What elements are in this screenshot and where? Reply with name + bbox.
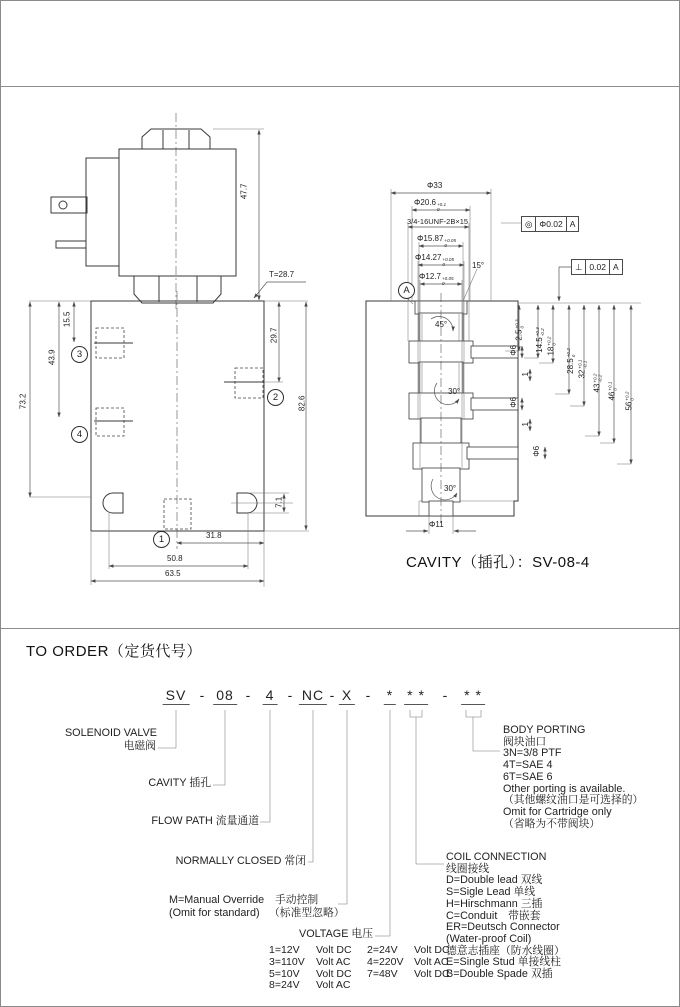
body-porting-block — [503, 725, 643, 830]
dim-chain-32 — [577, 360, 587, 379]
datum-a-symbol — [398, 282, 415, 299]
code-segment-sv: SV — [163, 688, 190, 705]
dim-chain-43 — [592, 374, 602, 393]
voltage-code: 7=48V — [367, 967, 398, 980]
voltage-type: Volt AC — [316, 979, 351, 992]
porting-option: Omit for Cartridge only — [503, 805, 612, 818]
dim-value: 2.5 — [514, 329, 524, 341]
code-dash: - — [365, 687, 371, 703]
tol-lower: -0.2 — [539, 328, 545, 337]
perpendicularity-frame — [571, 259, 623, 275]
dim-width-1a: 1 — [520, 372, 530, 377]
tol-upper: +0.05 — [444, 238, 457, 243]
dim-chain-18 — [546, 337, 556, 356]
voltage-row — [269, 957, 465, 969]
dim-cavity-dia11: Φ11 — [429, 520, 444, 529]
coil-connection-title: COIL CONNECTION — [446, 851, 547, 863]
label-normally-closed: NORMALLY CLOSED 常闭 — [175, 855, 306, 867]
perpendicularity-value: 0.02 — [585, 260, 609, 274]
cavity-section-view — [366, 189, 641, 534]
dim-chain-28-5 — [566, 348, 576, 374]
tol-lower: 0 — [612, 388, 618, 391]
dim-body-29-7: 29.7 — [269, 327, 279, 344]
tol-upper: +0.1 — [577, 359, 583, 369]
concentricity-icon: ◎ — [525, 218, 533, 229]
porting-option: 3N=3/8 PTF — [503, 747, 562, 760]
port-2-badge — [267, 389, 284, 406]
dim-width-1b: 1 — [520, 422, 530, 427]
coil-option: 德意志插座（防水线圈） — [446, 944, 565, 957]
label-voltage: VOLTAGE 电压 — [299, 928, 373, 940]
cavity-caption: CAVITY（插孔）：SV-08-4 — [406, 554, 590, 571]
porting-option: Other porting is available. — [503, 782, 626, 795]
concentricity-frame — [521, 216, 579, 232]
tol-upper: +0.2 — [592, 373, 598, 383]
code-dash: - — [287, 687, 293, 703]
dim-value: 43 — [592, 383, 602, 393]
code-segment-voltage: * — [384, 688, 396, 705]
dim-angle-15: 15° — [472, 261, 485, 270]
label-cavity: CAVITY 插孔 — [148, 777, 211, 789]
code-dash: - — [245, 687, 251, 703]
tol-lower: 0 — [570, 354, 576, 358]
coil-connection-block — [446, 852, 565, 981]
coil-option: C=Conduit 带嵌套 — [446, 909, 541, 922]
label-manual-override-en1: M=Manual Override — [169, 894, 265, 906]
dim-tube-length: T=28.7 — [269, 270, 295, 279]
tol-upper: +0.1 — [607, 381, 613, 391]
solenoid-front-view — [51, 113, 306, 311]
dim-coil-height: 47.7 — [239, 183, 249, 200]
dim-body-73-2: 73.2 — [18, 393, 28, 410]
tol-upper: +0.3 — [514, 319, 520, 329]
dim-angle-30a: 30° — [448, 387, 461, 396]
tol-upper: +0.05 — [442, 257, 455, 262]
dim-value: 14.5 — [534, 337, 544, 353]
tol-lower: -0.1 — [582, 360, 588, 369]
coil-option: B=Double Spade 双插 — [446, 968, 553, 981]
order-section-title: TO ORDER（定货代号） — [26, 643, 202, 660]
code-segment-cavity: 08 — [213, 688, 237, 705]
dim-body-82-6: 82.6 — [297, 395, 307, 412]
coil-option: ER=Deutsch Connector — [446, 921, 560, 934]
dim-chain-14-5 — [535, 327, 545, 353]
voltage-row — [269, 980, 465, 992]
tol-lower: 0 — [444, 243, 447, 249]
tolerance — [442, 276, 454, 286]
dim-cavity-dia14-27 — [415, 254, 454, 267]
dim-dia6-c: Φ6 — [532, 445, 542, 457]
dim-body-50-8: 50.8 — [167, 554, 183, 563]
dim-chain-2-5 — [515, 319, 525, 340]
port-1-number: 1 — [158, 534, 165, 545]
tolerance — [624, 392, 634, 401]
code-dash: - — [199, 687, 205, 703]
tol-lower: 0 — [442, 262, 445, 268]
voltage-type: Volt DC — [414, 944, 450, 956]
code-segment-porting: * * — [461, 688, 485, 705]
label-flow-path: FLOW PATH 流量通道 — [151, 815, 259, 827]
tol-lower: 0 — [436, 207, 440, 213]
port-2-number: 2 — [272, 392, 279, 403]
dim-cavity-dia12-7 — [419, 273, 454, 286]
voltage-type: Volt AC — [414, 955, 449, 968]
dim-cavity-dia20-6 — [414, 199, 446, 212]
tol-lower: -0.2 — [597, 374, 603, 383]
dim-cavity-dia33: Φ33 — [427, 181, 443, 190]
code-segment-flowpath: 4 — [263, 688, 278, 705]
voltage-type: Volt DC — [316, 944, 352, 956]
tol-lower: 0 — [519, 325, 525, 329]
dim-chain-46 — [607, 382, 617, 401]
concentricity-value: Φ0.02 — [535, 217, 565, 231]
code-segment-coil: * * — [404, 688, 428, 705]
coil-option: (Water-proof Coil) — [446, 932, 532, 945]
voltage-code: 2=24V — [367, 944, 398, 956]
dim-value: Φ15.87 — [417, 234, 444, 243]
tol-lower: 0 — [441, 281, 445, 287]
label-manual-override-zh2: （标准型忽略） — [269, 907, 345, 919]
tol-upper: +0.3 — [534, 327, 540, 337]
tol-upper: +0.2 — [565, 348, 571, 358]
code-dash: - — [329, 687, 335, 703]
dim-value: Φ14.27 — [415, 253, 442, 262]
voltage-code: 5=10V — [269, 967, 300, 980]
dim-body-7-1: 7.1 — [274, 496, 284, 508]
body-porting-zh: 阀块油口 — [503, 735, 547, 748]
dim-value: 18 — [546, 346, 556, 356]
tolerance — [437, 202, 446, 212]
coil-option: S=Sigle Lead 单线 — [446, 886, 536, 899]
dim-body-15-5: 15.5 — [62, 311, 72, 328]
voltage-code: 8=24V — [269, 979, 300, 992]
coil-connection-zh: 线圈接线 — [446, 862, 490, 875]
tol-upper: +0.2 — [546, 336, 552, 346]
dim-angle-30b: 30° — [444, 484, 457, 493]
code-segment-override: X — [339, 688, 355, 705]
tolerance — [442, 257, 454, 267]
voltage-type: Volt DC — [316, 967, 352, 980]
voltage-code: 1=12V — [269, 944, 300, 956]
port-3-badge — [71, 346, 88, 363]
tolerance — [607, 382, 617, 391]
tolerance — [592, 374, 602, 383]
page-dividers — [1, 87, 680, 629]
voltage-code: 4=220V — [367, 955, 404, 968]
voltage-type: Volt AC — [316, 955, 351, 968]
dim-value: 56 — [624, 401, 634, 411]
dim-body-43-9: 43.9 — [47, 349, 57, 366]
concentricity-datum: A — [566, 217, 579, 231]
dim-body-63-5: 63.5 — [165, 569, 181, 578]
code-segment-nc: NC — [299, 688, 327, 705]
datum-letter: A — [403, 285, 410, 296]
dim-value: 32 — [577, 369, 587, 379]
tolerance — [535, 327, 545, 336]
label-manual-override-en2: (Omit for standard) — [169, 907, 260, 919]
tol-upper: +0.05 — [441, 276, 454, 281]
dim-chain-56 — [624, 392, 634, 411]
tolerance — [444, 238, 456, 248]
perpendicularity-datum: A — [609, 260, 622, 274]
dim-dia6-a: Φ6 — [509, 344, 519, 356]
porting-option: 4T=SAE 4 — [503, 759, 553, 772]
tolerance — [546, 337, 556, 346]
voltage-code — [367, 980, 414, 992]
dim-value: Φ20.6 — [414, 198, 436, 207]
tolerance — [515, 319, 525, 328]
dim-dia6-b: Φ6 — [509, 396, 519, 408]
dim-cavity-dia15-87 — [417, 235, 456, 248]
code-dash: - — [442, 687, 448, 703]
dim-value: 46 — [607, 391, 617, 401]
tol-lower: 0 — [629, 398, 635, 401]
voltage-table — [269, 945, 465, 992]
voltage-type: Volt DC — [414, 967, 450, 980]
porting-option: 6T=SAE 6 — [503, 770, 553, 783]
voltage-code: 3=110V — [269, 955, 305, 968]
label-solenoid-valve-zh: 电磁阀 — [123, 740, 156, 752]
port-4-number: 4 — [76, 429, 83, 440]
label-manual-override-zh1: 手动控制 — [275, 894, 319, 906]
body-porting-title: BODY PORTING — [503, 724, 586, 736]
tol-upper: +0.1 — [436, 202, 447, 207]
dim-value: Φ12.7 — [419, 272, 441, 281]
label-solenoid-valve-en: SOLENOID VALVE — [64, 727, 157, 739]
voltage-type — [414, 980, 465, 992]
port-4-badge — [71, 426, 88, 443]
dim-angle-45: 45° — [435, 320, 448, 329]
coil-option: D=Double lead 双线 — [446, 874, 543, 887]
dim-body-31-8: 31.8 — [206, 531, 222, 540]
port-1-badge — [153, 531, 170, 548]
coil-option: E=Single Stud 单接线柱 — [446, 956, 561, 969]
perpendicularity-icon: ⊥ — [575, 261, 583, 272]
tol-upper: +0.2 — [624, 391, 630, 401]
port-3-number: 3 — [76, 349, 83, 360]
dim-value: 28.5 — [565, 358, 575, 374]
porting-option: （其他螺纹油口是可选择的） — [503, 794, 644, 807]
porting-option: （省略为不带阀块） — [503, 817, 601, 830]
tolerance — [566, 348, 576, 357]
drawing-linework — [1, 1, 680, 1007]
tol-lower: 0 — [551, 343, 557, 346]
coil-option: H=Hirschmann 三插 — [446, 897, 543, 910]
dim-cavity-thread: 3/4-16UNF-2B×15 — [407, 217, 469, 226]
tolerance — [577, 360, 587, 369]
